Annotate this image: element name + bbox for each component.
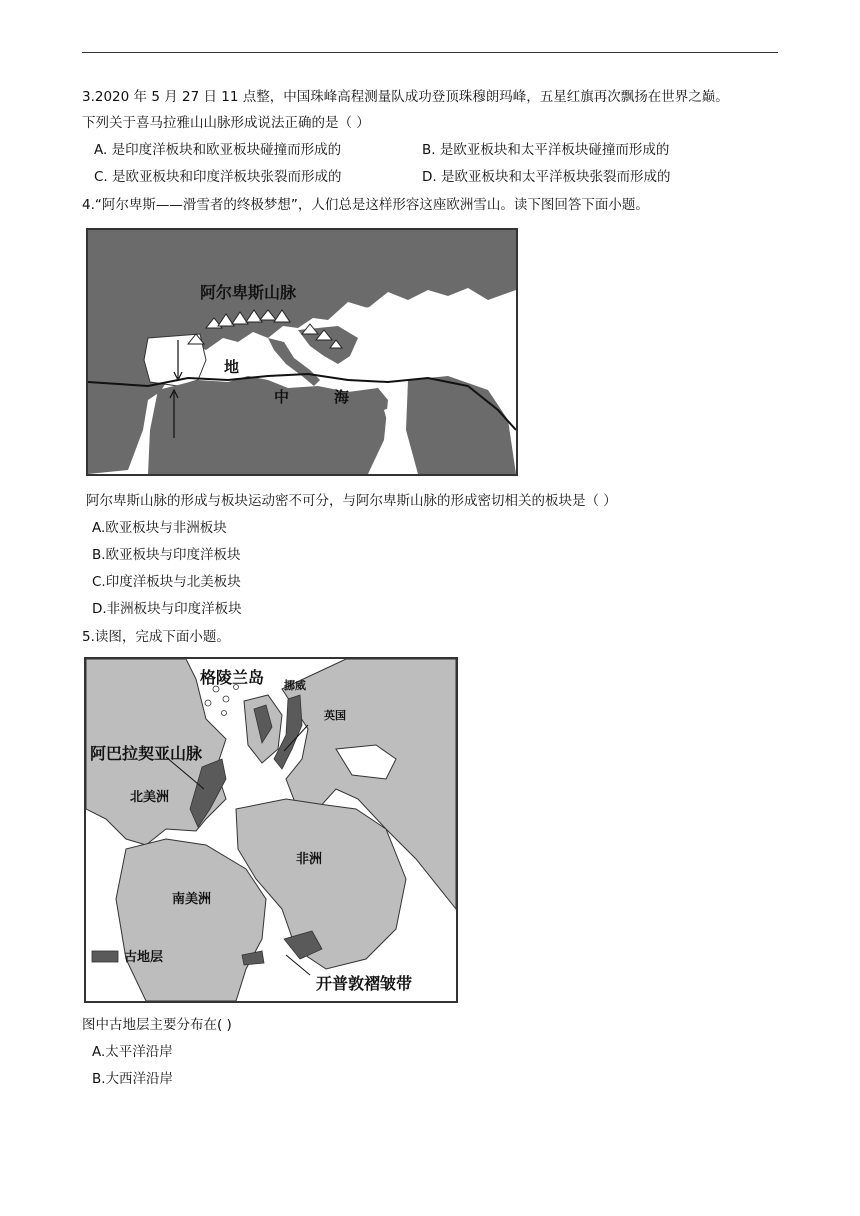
- q3-stem-line2: 下列关于喜马拉雅山山脉形成说法正确的是（ ）: [82, 115, 370, 131]
- legend-swatch: [92, 951, 118, 962]
- south-america-landmass: [116, 839, 266, 1001]
- header-rule: [82, 52, 778, 53]
- q5-question: 图中古地层主要分布在( ): [82, 1017, 232, 1033]
- label-zhong: 中: [274, 388, 290, 406]
- q3-option-c[interactable]: C. 是欧亚板块和印度洋板块张裂而形成的: [94, 169, 342, 185]
- island-dots: [205, 685, 239, 716]
- label-africa: 非洲: [296, 852, 323, 867]
- arabia: [406, 376, 516, 474]
- north-africa: [148, 376, 388, 474]
- q4-option-c[interactable]: C.印度洋板块与北美板块: [92, 574, 241, 590]
- black-sea: [346, 306, 388, 330]
- label-south-america: 南美洲: [172, 892, 212, 907]
- caspian-sea: [428, 304, 460, 346]
- label-appalachian: 阿巴拉契亚山脉: [90, 744, 203, 763]
- label-cape-fold: 开普敦褶皱带: [316, 974, 413, 993]
- q4-option-b[interactable]: B.欧亚板块与印度洋板块: [92, 547, 241, 563]
- legend-label: 古地层: [124, 950, 164, 965]
- q5-option-b[interactable]: B.大西洋沿岸: [92, 1071, 174, 1087]
- leader-cape: [286, 955, 310, 975]
- q3-option-a[interactable]: A. 是印度洋板块和欧亚板块碰撞而形成的: [94, 142, 342, 158]
- q4-option-d[interactable]: D.非洲板块与印度洋板块: [92, 601, 242, 617]
- label-di: 地: [224, 358, 240, 376]
- q4-question: 阿尔卑斯山脉的形成与板块运动密不可分，与阿尔卑斯山脉的形成密切相关的板块是（ ）: [86, 493, 617, 509]
- q5-option-a[interactable]: A.太平洋沿岸: [92, 1044, 173, 1060]
- label-uk: 英国: [324, 709, 346, 722]
- alps-map: [86, 228, 518, 476]
- label-norway: 挪威: [284, 679, 306, 692]
- label-north-america: 北美洲: [130, 790, 170, 805]
- q3-option-b[interactable]: B. 是欧亚板块和太平洋板块碰撞而形成的: [422, 142, 670, 158]
- q3-stem-line1: 3.2020 年 5 月 27 日 11 点整，中国珠峰高程测量队成功登顶珠穆朗玛峰，五星红旗再次飘扬在世界之巅。: [82, 89, 729, 105]
- label-hai: 海: [334, 388, 350, 406]
- label-greenland: 格陵兰岛: [200, 668, 265, 687]
- q3-option-d[interactable]: D. 是欧亚板块和太平洋板块张裂而形成的: [422, 169, 671, 185]
- africa-landmass: [236, 799, 406, 969]
- q5-stem: 5.读图，完成下面小题。: [82, 629, 230, 645]
- label-alps: 阿尔卑斯山脉: [200, 283, 297, 302]
- pangaea-map: [84, 657, 458, 1003]
- q4-option-a[interactable]: A.欧亚板块与非洲板块: [92, 520, 227, 536]
- q4-stem: 4.“阿尔卑斯——滑雪者的终极梦想”，人们总是这样形容这座欧洲雪山。读下图回答下面小题。: [82, 197, 649, 213]
